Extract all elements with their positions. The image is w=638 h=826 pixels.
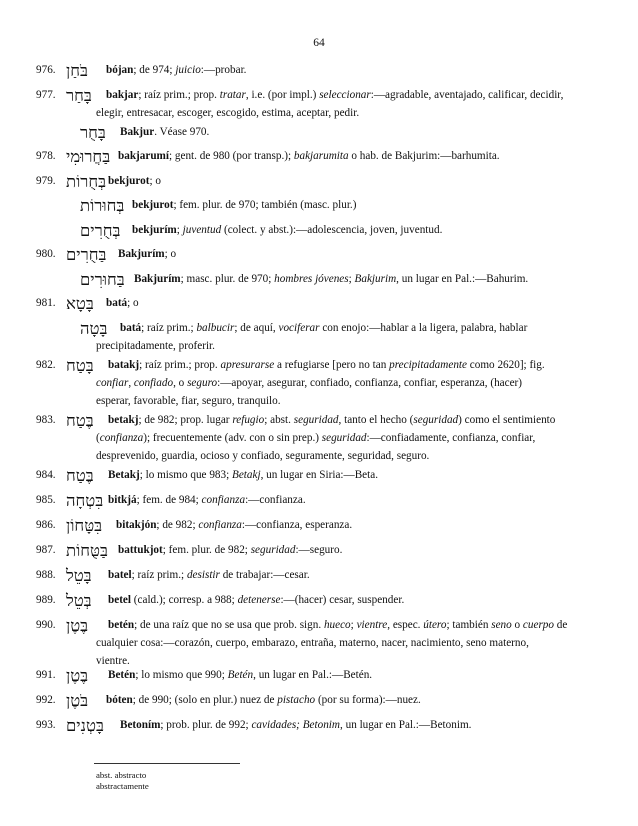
transliteration: bitakjón (116, 519, 157, 531)
transliteration: betén (108, 619, 135, 631)
entry-number: 992. (36, 694, 56, 706)
transliteration: betakj (108, 414, 139, 426)
entry-definition: betakj; de 982; prop. lugar refugio; abst. seguridad, tanto el hecho (seguridad) como el sentimiento (108, 414, 556, 426)
transliteration: Bakjurím (134, 273, 181, 285)
entry-continuation-line: precipitadamente, proferir. (96, 340, 215, 352)
hebrew-headword: בָּטֵל (66, 566, 92, 585)
transliteration: Bakjur (120, 126, 155, 138)
hebrew-headword: בְּחוּרוֹת (80, 196, 125, 215)
hebrew-headword: בָּטְנִים (66, 716, 104, 735)
entry-continuation-line: elegir, entresacar, escoger, escogido, estima, aceptar, pedir. (96, 107, 360, 119)
entry-definition: Betén; lo mismo que 990; Betén, un lugar en Pal.:—Betén. (108, 669, 373, 681)
transliteration: batá (106, 297, 128, 309)
transliteration: bekjurím (132, 224, 177, 236)
entry-definition: bekjurot; o (108, 175, 161, 187)
entry-continuation-line: (confianza); frecuentemente (adv. con o sin prep.) seguridad:—confiadamente, confianza, confiar, (96, 432, 536, 444)
entry-continuation-line: cualquier cosa:—corazón, cuerpo, embarazo, entraña, materno, nacer, nacimiento, seno materno, (96, 637, 529, 649)
transliteration: Betén (108, 669, 136, 681)
hebrew-headword: בָּחַר (66, 86, 92, 105)
hebrew-headword: בְּטֵל (66, 591, 92, 610)
entry-number: 979. (36, 175, 56, 187)
footnote-2: abstractamente (96, 781, 149, 791)
transliteration: bekjurot (132, 199, 174, 211)
entry-definition: bitakjón; de 982; confianza:—confianza, esperanza. (116, 519, 353, 531)
entry-definition: bekjurím; juventud (colect. y abst.):—adolescencia, joven, juventud. (132, 224, 443, 236)
entry-number: 982. (36, 359, 56, 371)
hebrew-headword: בִּטְחָה (66, 491, 104, 510)
transliteration: Bakjurím (118, 248, 165, 260)
transliteration: bóten (106, 694, 133, 706)
entry-continuation-line: vientre. (96, 655, 130, 667)
transliteration: Betoním (120, 719, 161, 731)
entry-definition: Betakj; lo mismo que 983; Betakj, un lugar en Siria:—Beta. (108, 469, 379, 481)
hebrew-headword: בְּחֻרוֹת (66, 172, 107, 191)
entry-definition: batá; raíz prim.; balbucir; de aquí, vociferar con enojo:—hablar a la ligera, palabra, hablar (120, 322, 528, 334)
entry-definition: bóten; de 990; (solo en plur.) nuez de pistacho (por su forma):—nuez. (106, 694, 421, 706)
transliteration: Betakj (108, 469, 140, 481)
entry-continuation-line: confiar, confiado, o seguro:—apoyar, asegurar, confiado, confianza, confiar, esperanza, (hacer) (96, 377, 523, 389)
transliteration: bekjurot (108, 175, 150, 187)
transliteration: bakjarumí (118, 150, 169, 162)
entry-definition: Bakjurím; masc. plur. de 970; hombres jóvenes; Bakjurim, un lugar en Pal.:—Bahurim. (134, 273, 529, 285)
hebrew-headword: בָּטָא (66, 294, 94, 313)
entry-definition: bójan; de 974; juicio:—probar. (106, 64, 247, 76)
entry-number: 990. (36, 619, 56, 631)
hebrew-headword: בֶּטֶן (66, 666, 89, 685)
entry-definition: bekjurot; fem. plur. de 970; también (masc. plur.) (132, 199, 357, 211)
transliteration: bakjar (106, 89, 139, 101)
hebrew-headword: בָּטַח (66, 356, 94, 375)
hebrew-headword: בִּטָּחוֹן (66, 516, 103, 535)
entry-definition: bitkjá; fem. de 984; confianza:—confianza. (108, 494, 306, 506)
footnote-separator (94, 763, 240, 764)
entry-number: 991. (36, 669, 56, 681)
entry-number: 987. (36, 544, 56, 556)
entry-number: 983. (36, 414, 56, 426)
entry-number: 988. (36, 569, 56, 581)
hebrew-headword: בֶּטַח (66, 411, 94, 430)
hebrew-headword: בַּחֲרוּמִי (66, 147, 111, 166)
transliteration: batel (108, 569, 132, 581)
hebrew-headword: בֹּחַן (66, 61, 88, 80)
entry-definition: betén; de una raíz que no se usa que prob. sign. hueco; vientre, espec. útero; también seno o cuerpo de (108, 619, 568, 631)
entry-definition: batá; o (106, 297, 139, 309)
hebrew-headword: בַּחוּרִים (80, 270, 125, 289)
entry-number: 993. (36, 719, 56, 731)
transliteration: betel (108, 594, 131, 606)
entry-definition: Bakjur. Véase 970. (120, 126, 210, 138)
entry-definition: batakj; raíz prim.; prop. apresurarse a refugiarse [pero no tan precipitadamente como 2620]; fig. (108, 359, 545, 371)
entry-number: 986. (36, 519, 56, 531)
entry-definition: batel; raíz prim.; desistir de trabajar:—cesar. (108, 569, 310, 581)
entry-definition: Bakjurím; o (118, 248, 177, 260)
entry-continuation-line: esperar, favorable, fiar, seguro, tranquilo. (96, 395, 281, 407)
page-number: 64 (313, 37, 325, 49)
entry-number: 981. (36, 297, 56, 309)
entry-number: 978. (36, 150, 56, 162)
entry-number: 977. (36, 89, 56, 101)
entry-number: 984. (36, 469, 56, 481)
hebrew-headword: בַּחֻרִים (66, 245, 107, 264)
footnote-1: abst. abstracto (96, 770, 147, 780)
transliteration: batá (120, 322, 142, 334)
entry-definition: bakjar; raíz prim.; prop. tratar, i.e. (por impl.) seleccionar:—agradable, aventajado, calificar, decidir, (106, 89, 564, 101)
entry-number: 980. (36, 248, 56, 260)
hebrew-headword: בָּחֻר (80, 123, 106, 142)
entry-definition: betel (cald.); corresp. a 988; detenerse:—(hacer) cesar, suspender. (108, 594, 405, 606)
transliteration: bitkjá (108, 494, 137, 506)
transliteration: bójan (106, 64, 134, 76)
entry-continuation-line: desprevenido, guardia, ocioso y confiado, seguramente, seguridad, seguro. (96, 450, 430, 462)
entry-definition: battukjot; fem. plur. de 982; seguridad:—seguro. (118, 544, 343, 556)
hebrew-headword: בֹּטֶן (66, 691, 89, 710)
entry-number: 985. (36, 494, 56, 506)
hebrew-headword: בָּטָה (80, 319, 108, 338)
entry-number: 989. (36, 594, 56, 606)
hebrew-headword: בְּחֻרִים (80, 221, 121, 240)
hebrew-headword: בַּטֻּחוֹת (66, 541, 108, 560)
transliteration: battukjot (118, 544, 163, 556)
transliteration: batakj (108, 359, 140, 371)
entry-number: 976. (36, 64, 56, 76)
hebrew-headword: בֶּטֶן (66, 616, 89, 635)
hebrew-headword: בֶּטַח (66, 466, 94, 485)
entry-definition: bakjarumí; gent. de 980 (por transp.); bakjarumita o hab. de Bakjurim:—barhumita. (118, 150, 500, 162)
entry-definition: Betoním; prob. plur. de 992; cavidades; Betonim, un lugar en Pal.:—Betonim. (120, 719, 472, 731)
